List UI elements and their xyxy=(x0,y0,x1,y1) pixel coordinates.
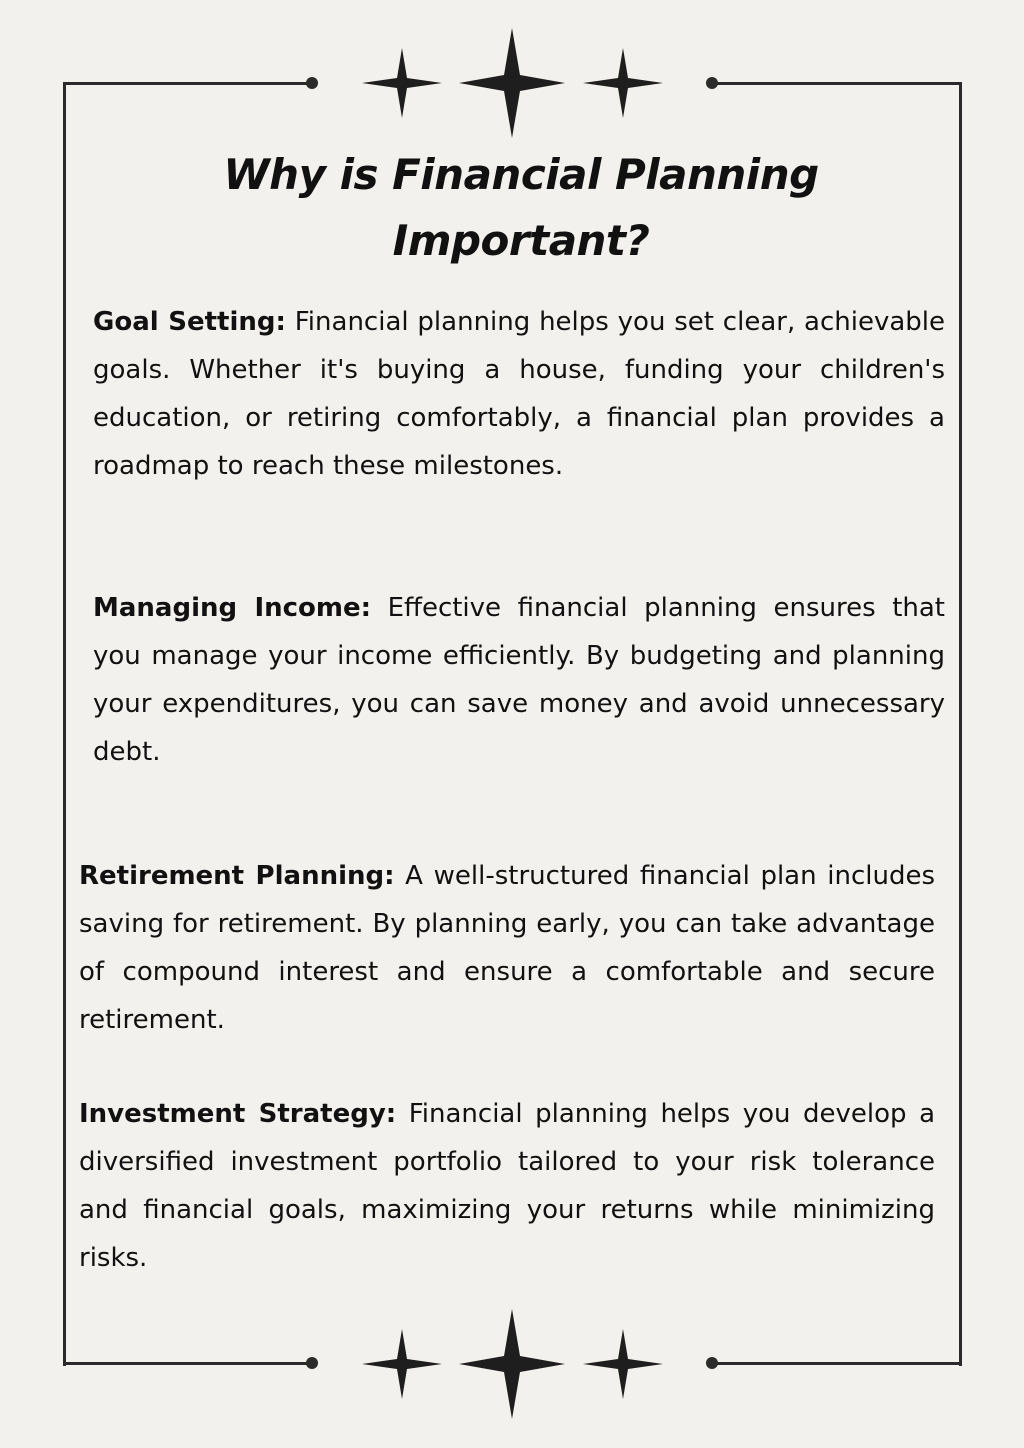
paragraph-heading: Investment Strategy: xyxy=(79,1099,397,1129)
sparkle-stars-top-icon xyxy=(360,28,665,138)
frame-bottom-left-line xyxy=(63,1362,313,1365)
frame-top-right-line xyxy=(712,82,962,85)
frame-bottom-right-line xyxy=(712,1362,962,1365)
frame-top-left-dot xyxy=(306,77,318,89)
frame-bottom-left-dot xyxy=(306,1357,318,1369)
paragraph-goal-setting xyxy=(93,298,945,490)
paragraph-heading: Retirement Planning: xyxy=(79,861,395,891)
page-title: Why is Financial Planning Important? xyxy=(223,150,819,265)
frame-right-line xyxy=(959,82,962,1366)
paragraph-body: Financial planning helps you develop a diversified investment portfolio tailored to your risk tolerance and financial goals, maximizing your returns while minimizing risks. xyxy=(79,1099,936,1273)
paragraph-body: A well-structured financial plan includes saving for retirement. By planning early, you can take advantage of compound interest and ensure a comfortable and secure retirement. xyxy=(79,861,935,1035)
frame-top-left-line xyxy=(63,82,313,85)
paragraph-investment-strategy xyxy=(79,1090,935,1282)
sparkle-stars-bottom-icon xyxy=(360,1309,665,1419)
paragraph-retirement-planning xyxy=(79,852,935,1044)
paragraph-body: Financial planning helps you set clear, achievable goals. Whether it's buying a house, funding your children's education, or retiring comfortably, a financial plan provides a roadmap to reach these milestones. xyxy=(93,307,945,481)
paragraph-body: Effective financial planning ensures that you manage your income efficiently. By budgeting and planning your expenditures, you can save money and avoid unnecessary debt. xyxy=(93,593,945,767)
paragraph-managing-income xyxy=(93,584,945,776)
paragraph-heading: Managing Income: xyxy=(93,593,372,623)
paragraph-heading: Goal Setting: xyxy=(93,307,286,337)
frame-left-line xyxy=(63,82,66,1366)
